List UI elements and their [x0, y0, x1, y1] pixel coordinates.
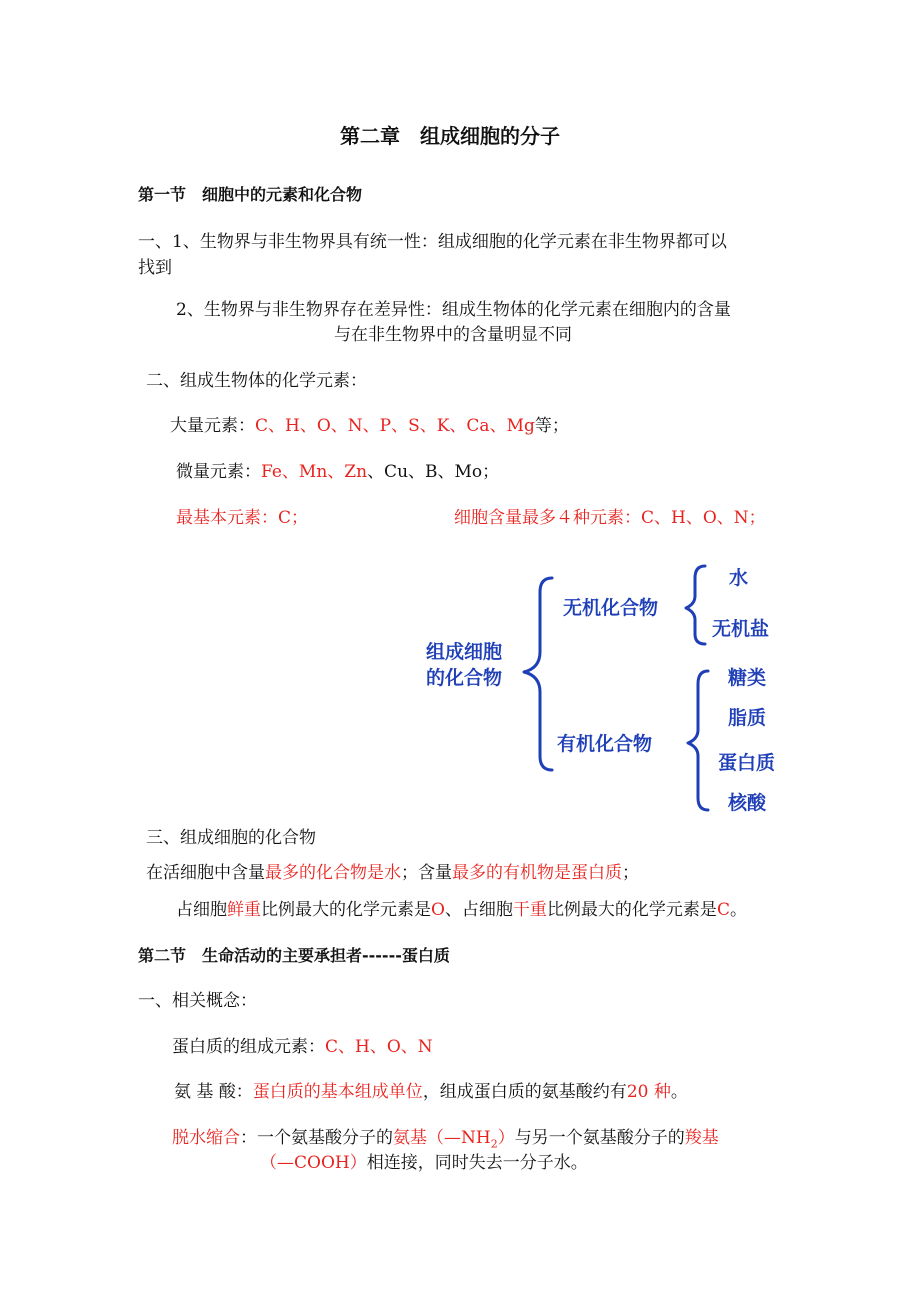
amino-acid-line	[174, 1080, 688, 1104]
subsection-concepts-title: 一、相关概念：	[138, 991, 257, 1011]
subsection-elements-title: 二、组成生物体的化学元素：	[146, 371, 367, 391]
diagram-nucleic: 核酸	[728, 792, 767, 814]
text-span: ：一个氨基酸分子的	[240, 1128, 393, 1148]
macro-suffix: 等；	[534, 416, 569, 436]
macro-value: C、H、O、N、P、S、K、Ca、Mg	[255, 416, 535, 436]
protein-elements-value: C、H、O、N	[325, 1037, 433, 1057]
basic-element: 最基本元素：C；	[176, 508, 309, 528]
paragraph-unity-line2: 找到	[138, 258, 172, 278]
text-span: 比例最大的化学元素是	[261, 900, 431, 920]
carboxyl-formula: （—COOH）	[260, 1153, 367, 1173]
text-span: 相连接，同时失去一分子水。	[366, 1153, 588, 1173]
compounds-line1	[146, 861, 639, 885]
text-span: ；含量	[401, 863, 452, 883]
diagram-organic: 有机化合物	[557, 733, 653, 755]
diagram-protein: 蛋白质	[718, 752, 776, 774]
micro-zn: Zn	[344, 462, 368, 482]
text-span: 比例最大的化学元素是	[546, 900, 717, 920]
diagram-salt: 无机盐	[712, 618, 770, 640]
most-compound-water: 最多的化合物是水	[265, 863, 401, 883]
dry-weight: 干重	[512, 900, 547, 920]
diagram-root-line1: 组成细胞	[426, 641, 503, 663]
text-span: 在活细胞中含量	[146, 863, 265, 883]
micro-fe-mn: Fe、Mn、	[261, 462, 345, 482]
text-span: 占细胞	[176, 900, 227, 920]
most-four-elements: 细胞含量最多４种元素：C、H、O、N；	[454, 508, 766, 528]
diagram-inorganic: 无机化合物	[563, 597, 659, 619]
amino-group	[393, 1128, 515, 1151]
section2-title: 第二节 生命活动的主要承担者------蛋白质	[138, 946, 450, 965]
diagram-water: 水	[729, 567, 749, 589]
section1-title: 第一节 细胞中的元素和化合物	[138, 185, 363, 204]
micro-rest: 、Cu、B、Mo；	[367, 462, 500, 482]
subsection-compounds-title: 三、组成细胞的化合物	[146, 828, 316, 848]
most-organic-protein: 最多的有机物是蛋白质	[452, 863, 622, 883]
element-o: O	[431, 900, 445, 920]
text-span: 。	[729, 900, 747, 920]
text-span: 蛋白质的组成元素：	[172, 1037, 325, 1057]
diagram-root-line2: 的化合物	[426, 667, 503, 689]
paragraph-difference-line2: 与在非生物界中的含量明显不同	[334, 325, 572, 345]
paragraph-difference-line1: 2、生物界与非生物界存在差异性：组成生物体的化学元素在细胞内的含量	[176, 300, 731, 320]
text-span: 。	[670, 1082, 688, 1102]
amino-count: 20 种	[626, 1082, 671, 1102]
inorganic-brace	[686, 566, 705, 644]
diagram-lipid: 脂质	[728, 707, 767, 729]
root-brace	[524, 578, 552, 770]
element-c: C	[716, 900, 730, 920]
carboxyl-group: 羧基	[684, 1128, 719, 1148]
page-title: 第二章 组成细胞的分子	[340, 124, 560, 148]
fresh-weight: 鲜重	[227, 900, 261, 920]
protein-elements-line	[172, 1035, 433, 1059]
paragraph-unity-line1: 一、1、生物界与非生物界具有统一性：组成细胞的化学元素在非生物界都可以	[138, 232, 727, 252]
text-span: 氨基（—NH	[393, 1128, 491, 1148]
compounds-line2	[176, 898, 747, 922]
amino-definition: 蛋白质的基本组成单位	[252, 1082, 423, 1102]
text-span: ）	[497, 1128, 515, 1148]
text-span: ；	[622, 863, 639, 883]
text-span: 与另一个氨基酸分子的	[514, 1128, 685, 1148]
dehydration-line2	[260, 1151, 588, 1175]
text-span: 氨 基 酸：	[174, 1082, 253, 1102]
text-span: 、占细胞	[444, 900, 513, 920]
dehydration-label: 脱水缩合	[172, 1128, 240, 1148]
text-span: ，组成蛋白质的氨基酸约有	[422, 1082, 627, 1102]
diagram-sugar: 糖类	[728, 667, 767, 689]
subscript: 2	[490, 1137, 498, 1151]
organic-brace	[688, 671, 708, 810]
micro-label: 微量元素：	[176, 462, 261, 482]
macro-label: 大量元素：	[170, 416, 255, 436]
